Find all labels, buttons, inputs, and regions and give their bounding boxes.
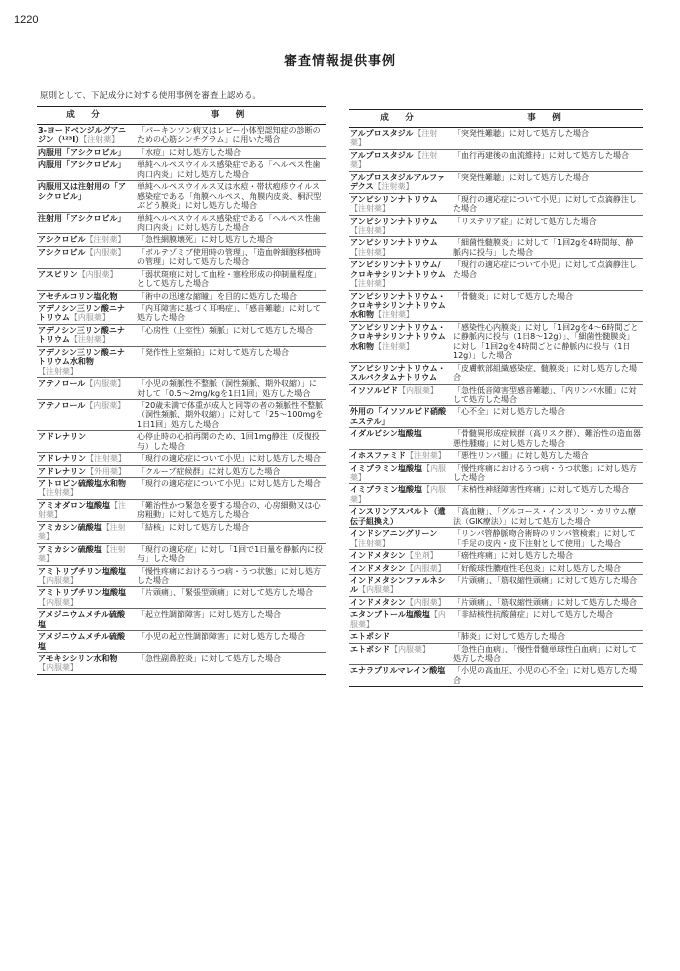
table-row [349,171,643,193]
case-description: 「急性副鼻腔炎」に対して処方した場合 [133,653,326,675]
table-row [37,565,326,587]
table-row [349,506,643,528]
ingredient-cell [37,324,133,346]
ingredient-cell [349,171,449,193]
ingredient-cell [349,484,449,506]
case-description: 「ボルテゾミブ使用時の管理」、「造血幹細胞移植時の管理」に対して処方した場合 [133,246,326,268]
ingredient-name: アスピリン [38,269,78,279]
dosage-form-tag: 【注射薬】 [86,454,126,464]
ingredient-cell [37,303,133,325]
ingredient-cell [37,431,133,453]
table-row [37,543,326,565]
dosage-form-tag: 【内服薬】 [350,485,446,504]
case-description: 「現行の適応症について小児」に対し処方した場合 [133,453,326,465]
header-ingredient: 成 分 [37,107,133,125]
ingredient-name: アシクロビル [38,247,86,257]
ingredient-name: イホスファミド [350,451,406,461]
ingredient-cell [37,125,133,147]
dosage-form-tag: 【注射薬】 [374,310,414,320]
ingredient-cell [37,587,133,609]
dosage-form-tag: 【内服薬】 [85,379,126,389]
ingredient-cell [349,321,449,362]
ingredient-name: エトポシド [350,632,390,642]
ingredient-cell [349,550,449,562]
dosage-form-tag: 【注射薬】 [350,204,390,214]
dosage-form-tag: 【注射薬】 [350,225,390,235]
dosage-form-tag: 【外用薬】 [86,466,126,476]
ingredient-cell [349,259,449,290]
ingredient-cell [349,562,449,574]
ingredient-cell [37,268,133,290]
dosage-form-tag: 【内服薬】 [38,663,78,673]
ingredient-name: アルプロスタジル [350,150,414,160]
ingredient-name: アミカシン硫酸塩 [38,522,102,532]
case-description: 「内耳障害に基づく耳鳴症」、「感音難聴」に対して処方した場合 [133,303,326,325]
table-row [37,478,326,500]
ingredient-cell [349,643,449,665]
ingredient-name: インドメタシン [350,563,406,573]
dosage-form-tag: 【注射薬】 [69,335,110,345]
ingredient-name: イミプラミン塩酸塩 [350,485,422,495]
ingredient-name: アデノシン三リン酸ニナトリウム [38,325,125,345]
table-row [349,406,643,428]
ingredient-cell [349,631,449,643]
table-row [37,290,326,302]
table-row [37,159,326,181]
table-row [37,631,326,653]
ingredient-cell [37,159,133,181]
case-description: 単純ヘルペスウイルス感染症である「ヘルペス性歯肉口内炎」に対し処方した場合 [133,212,326,234]
ingredient-cell [349,428,449,450]
table-row [349,149,643,171]
case-description: 「心房性（上室性）頻脈」に対して処方した場合 [133,324,326,346]
case-description: 「高血糖」、「グルコース・インスリン・カリウム療法（GIK療法）」に対して処方した場合 [449,506,643,528]
case-description: 「急性網膜壊死」に対し処方した場合 [133,234,326,246]
case-description: 「骨髄異形成症候群（高リスク群）、難治性の造血器悪性腫瘍」に対し処方した場合 [449,428,643,450]
ingredient-cell [37,453,133,465]
dosage-form-tag: 【内服薬】 [358,585,398,595]
table-row [37,324,326,346]
case-description: 「現行の適応症について小児」に対して点滴静注した場合 [449,259,643,290]
ingredient-cell [349,215,449,237]
ingredient-cell [349,528,449,550]
ingredient-name: アミオダロン塩酸塩 [38,500,110,510]
ingredient-cell [37,346,133,377]
ingredient-name: アルプロスタジル [350,129,414,138]
dosage-form-tag: 【注射薬】 [83,135,120,145]
dosage-form-tag: 【坐剤】 [405,551,438,561]
dosage-form-tag: 【注射薬】 [350,150,438,170]
ingredient-cell [37,181,133,212]
ingredient-cell [349,450,449,462]
ingredient-name: アンピシリンナトリウム/クロキサシリンナトリウム [350,260,446,279]
dosage-form-tag: 【内服薬】 [85,400,126,410]
table-row [349,290,643,321]
case-description: 「小児の高血圧、小児の心不全」に対し処方した場合 [449,665,643,687]
ingredient-cell [37,212,133,234]
case-description: 「悪性リンパ腫」に対し処方した場合 [449,450,643,462]
ingredient-name: アセチルコリン塩化物 [38,291,118,301]
table-header-row [349,110,643,128]
ingredient-name: アシクロビル [38,235,86,245]
ingredient-cell [37,465,133,477]
case-description: 「難治性かつ緊急を要する場合の、心房細動又は心房粗動」に対して処方した場合 [133,499,326,521]
case-description: 「結核」に対して処方した場合 [133,521,326,543]
case-description: 「慢性疼痛におけるうつ病・うつ状態」に対し処方した場合 [133,565,326,587]
case-description: 「パーキンソン病又はレビー小体型認知症の診断のための心筋シンチグラム」に用いた場合 [133,125,326,147]
case-description: 「骨髄炎」に対して処方した場合 [449,290,643,321]
table-row [349,259,643,290]
dosage-form-tag: 【注射薬】 [405,451,446,461]
dosage-form-tag: 【注射薬】 [38,366,78,376]
table-row [37,181,326,212]
table-row [37,125,326,147]
dosage-form-tag: 【内服薬】 [38,575,78,585]
table-row [349,193,643,215]
table-row [349,462,643,484]
case-description: 単純ヘルペスウイルス又は水痘・帯状疱疹ウイルス感染症である「角膜ヘルペス、角膜内皮炎、桐沢型ぶどう膜炎」に対し処方した場合 [133,181,326,212]
table-row [37,431,326,453]
ingredient-name: イソソルビド [350,385,398,395]
ingredient-cell [349,574,449,596]
table-header-row [37,107,326,125]
ingredient-name: アンピシリンナトリウム・クロキサシリンナトリウム水和物 [350,322,446,351]
table-row [349,550,643,562]
case-description: 「細菌性髄膜炎」に対して「1回2gを4時間毎、静脈内に投与」した場合 [449,237,643,259]
ingredient-cell [37,399,133,430]
ingredient-name: アトロピン硫酸塩水和物 [38,479,126,488]
table-row [349,362,643,384]
ingredient-name: アンピシリンナトリウム・クロキサシリンナトリウム水和物 [350,291,446,320]
ingredient-cell [349,362,449,384]
ingredient-name: エナラプリルマレイン酸塩 [350,666,446,676]
ingredient-cell [349,149,449,171]
ingredient-cell [37,609,133,631]
ingredient-name: インドメタシン [350,597,406,607]
case-description: 「リンパ管静脈吻合術時のリンパ管検索」に対して「手足の皮内・皮下注射として使用」した場合 [449,528,643,550]
case-description: 「感染性心内膜炎」に対し「1回2gを4〜6時間ごとに静脈内に投与（1日8〜12g）」、「細菌性髄膜炎」に対し「1回2gを4時間ごとに静脈内に投与（1日12g）」した場合 [449,321,643,362]
ingredient-cell [349,596,449,608]
table-row [349,128,643,150]
case-description: 「小児の頻脈性不整脈（洞性頻脈、期外収縮）」に対して「0.5〜2mg/kgを1日1回」処方した場合 [133,378,326,400]
ingredient-name: インドメタシンファルネシル [350,575,446,595]
case-table-left [37,106,326,675]
table-row [349,215,643,237]
table-row [349,631,643,643]
case-description: 「突発性難聴」に対して処方した場合 [449,171,643,193]
case-description: 「リステリア症」に対して処方した場合 [449,215,643,237]
ingredient-cell [37,653,133,675]
table-row [37,653,326,675]
dosage-form-tag: 【注射薬】 [350,279,390,289]
ingredient-name: アメジニウムメチル硫酸塩 [38,610,126,629]
ingredient-name: アミカシン硫酸塩 [38,544,102,554]
case-description: 単純ヘルペスウイルス感染症である「ヘルペス性歯肉口内炎」に対し処方した場合 [133,159,326,181]
ingredient-name: アテノロール [38,379,86,389]
case-description: 「弱状斑痕に対して血栓・塞栓形成の抑制量程度」として処方した場合 [133,268,326,290]
ingredient-name: インドシアニングリーン [350,529,438,539]
case-table-right [349,109,643,687]
dosage-form-tag: 【内服薬】 [350,610,446,629]
dosage-form-tag: 【内服薬】 [405,597,446,607]
ingredient-cell [349,193,449,215]
case-description: 「小児の起立性調節障害」に対し処方した場合 [133,631,326,653]
ingredient-cell [37,378,133,400]
ingredient-name: エトポシド [350,644,390,654]
table-row [37,465,326,477]
case-description: 「クループ症候群」に対し処方した場合 [133,465,326,477]
dosage-form-tag: 【注射薬】 [38,544,126,564]
ingredient-cell [37,499,133,521]
intro-text: 原則として、下記成分に対する使用事例を審査上認める。 [40,91,261,101]
header-ingredient: 成 分 [349,110,449,128]
table-row [37,303,326,325]
ingredient-name: アデノシン三リン酸ニナトリウム [38,304,125,323]
ingredient-cell [349,237,449,259]
case-description: 「血行再建後の血流維持」に対して処方した場合 [449,149,643,171]
case-description: 「片頭痛」、「筋収縮性頭痛」に対して処方した場合 [449,574,643,596]
ingredient-name: エタンブトール塩酸塩 [350,610,430,620]
table-row [37,453,326,465]
dosage-form-tag: 【注射薬】 [38,488,78,498]
table-row [37,609,326,631]
ingredient-cell [349,462,449,484]
header-case: 事 例 [449,110,643,128]
table-row [349,237,643,259]
ingredient-name: アンピシリンナトリウム [350,216,438,226]
dosage-form-tag: 【内服薬】 [390,644,430,654]
case-description: 「現行の適応症について小児」に対し処方した場合 [133,478,326,500]
table-row [349,428,643,450]
table-row [37,399,326,430]
case-description: 「急性白血病」、「慢性骨髄単球性白血病」に対して処方した場合 [449,643,643,665]
case-description: 「現行の適応症について小児」に対して点滴静注した場合 [449,193,643,215]
dosage-form-tag: 【内服薬】 [398,385,438,395]
ingredient-name: アルプロスタジルアルファデクス [350,172,445,192]
dosage-form-tag: 【内服薬】 [350,463,446,482]
table-row [37,499,326,521]
dosage-form-tag: 【注射薬】 [373,182,414,192]
table-row [349,321,643,362]
ingredient-name: 3-ヨードベンジルグアニジン（¹²³I） [38,126,126,145]
case-description: 「片頭痛」、「筋収縮性頭痛」に対して処方した場合 [449,596,643,608]
dosage-form-tag: 【内服薬】 [77,269,118,279]
ingredient-cell [349,290,449,321]
ingredient-cell [37,234,133,246]
ingredient-cell [37,246,133,268]
ingredient-cell [349,128,449,150]
case-description: 「非結核性抗酸菌症」に対して処方した場合 [449,609,643,631]
dosage-form-tag: 【注射薬】 [85,235,126,245]
ingredient-name: イダルビシン塩酸塩 [350,429,422,439]
case-description: 「20歳未満で体重が成人と同等の者の頻脈性不整脈（洞性頻脈、期外収縮）」に対して「25〜100mgを1日1回」処方した場合 [133,399,326,430]
case-description: 「末梢性神経障害性疼痛」に対して処方した場合 [449,484,643,506]
case-description: 「起立性調節障害」に対し処方した場合 [133,609,326,631]
ingredient-name: アンピシリンナトリウム [350,238,438,248]
case-description: 「肺炎」に対して処方した場合 [449,631,643,643]
table-row [349,562,643,574]
dosage-form-tag: 【注射薬】 [350,538,390,548]
case-description: 「皮膚軟部組織感染症、髄膜炎」に対し処方した場合 [449,362,643,384]
case-description: 「水痘」に対し処方した場合 [133,146,326,158]
case-description: 「発作性上室頻拍」に対して処方した場合 [133,346,326,377]
ingredient-cell [349,406,449,428]
table-row [349,384,643,406]
ingredient-name: アンピシリンナトリウム・スルバクタムナトリウム [350,363,446,383]
table-row [37,378,326,400]
ingredient-name: アテノロール [38,400,86,410]
header-case: 事 例 [133,107,326,125]
ingredient-name: 内服用「アシクロビル」 [38,160,126,170]
table-row [37,521,326,543]
case-description: 「急性低音障害型感音難聴」、「内リンパ水腫」に対して処方した場合 [449,384,643,406]
dosage-form-tag: 【注射薬】 [38,500,126,520]
ingredient-cell [37,543,133,565]
case-description: 「片頭痛」、「緊張型頭痛」に対して処方した場合 [133,587,326,609]
ingredient-name: アモキシシリン水和物 [38,654,118,663]
dosage-form-tag: 【注射薬】 [374,341,414,351]
dosage-form-tag: 【注射薬】 [38,522,126,542]
ingredient-cell [37,290,133,302]
ingredient-name: アデノシン三リン酸ニナトリウム水和物 [38,347,125,367]
case-description: 「突発性難聴」に対して処方した場合 [449,128,643,150]
table-row [349,609,643,631]
ingredient-name: アメジニウムメチル硫酸塩 [38,632,126,651]
case-description: 「癌性疼痛」に対し処方した場合 [449,550,643,562]
ingredient-name: アドレナリン [38,432,86,442]
case-description: 心停止時の心拍再開のため、1回1mg静注（反復投与）した場合 [133,431,326,453]
ingredient-cell [37,146,133,158]
ingredient-name: 外用の「イソソルビド硝酸エステル」 [350,407,446,426]
case-description: 「好酸球性膿疱性毛包炎」に対し処方した場合 [449,562,643,574]
dosage-form-tag: 【注射薬】 [350,247,390,257]
ingredient-name: インスリンアスパルト（遺伝子組換え） [350,507,446,526]
dosage-form-tag: 【内服薬】 [69,313,110,323]
dosage-form-tag: 【内服薬】 [38,597,78,607]
ingredient-cell [37,521,133,543]
ingredient-cell [37,565,133,587]
table-row [37,146,326,158]
ingredient-name: イミプラミン塩酸塩 [350,463,422,473]
ingredient-name: 内服用「アシクロビル」 [38,147,126,157]
table-row [349,643,643,665]
table-row [349,450,643,462]
ingredient-name: アミトリプチリン塩酸塩 [38,566,126,576]
page-number: 1220 [14,14,39,26]
table-row [37,246,326,268]
page-title: 審査情報提供事例 [283,54,396,69]
table-row [349,484,643,506]
ingredient-cell [349,384,449,406]
case-description: 「慢性疼痛におけるうつ病・うつ状態」に対し処方した場合 [449,462,643,484]
table-row [349,528,643,550]
table-row [37,234,326,246]
table-row [37,587,326,609]
table-row [37,268,326,290]
dosage-form-tag: 【内服薬】 [405,563,446,573]
ingredient-name: インドメタシン [350,551,406,561]
dosage-form-tag: 【内服薬】 [85,247,126,257]
table-row [37,212,326,234]
ingredient-cell [349,609,449,631]
ingredient-cell [37,478,133,500]
ingredient-name: アドレナリン [38,454,86,464]
table-row [37,346,326,377]
case-description: 「術中の迅速な縮瞳」を目的に処方した場合 [133,290,326,302]
ingredient-cell [349,665,449,687]
case-description: 「現行の適応症」に対し「1回で1日量を静脈内に投与」した場合 [133,543,326,565]
ingredient-name: 内服用又は注射用の「アシクロビル」 [38,182,126,201]
ingredient-cell [349,506,449,528]
table-row [349,596,643,608]
table-row [349,574,643,596]
case-description: 「心不全」に対し処方した場合 [449,406,643,428]
table-row [349,665,643,687]
ingredient-name: アミトリプチリン塩酸塩 [38,588,126,598]
ingredient-name: アドレナリン [38,466,86,476]
ingredient-name: 注射用「アシクロビル」 [38,213,126,223]
ingredient-name: アンピシリンナトリウム [350,194,438,204]
ingredient-cell [37,631,133,653]
dosage-form-tag: 【注射薬】 [350,129,438,148]
